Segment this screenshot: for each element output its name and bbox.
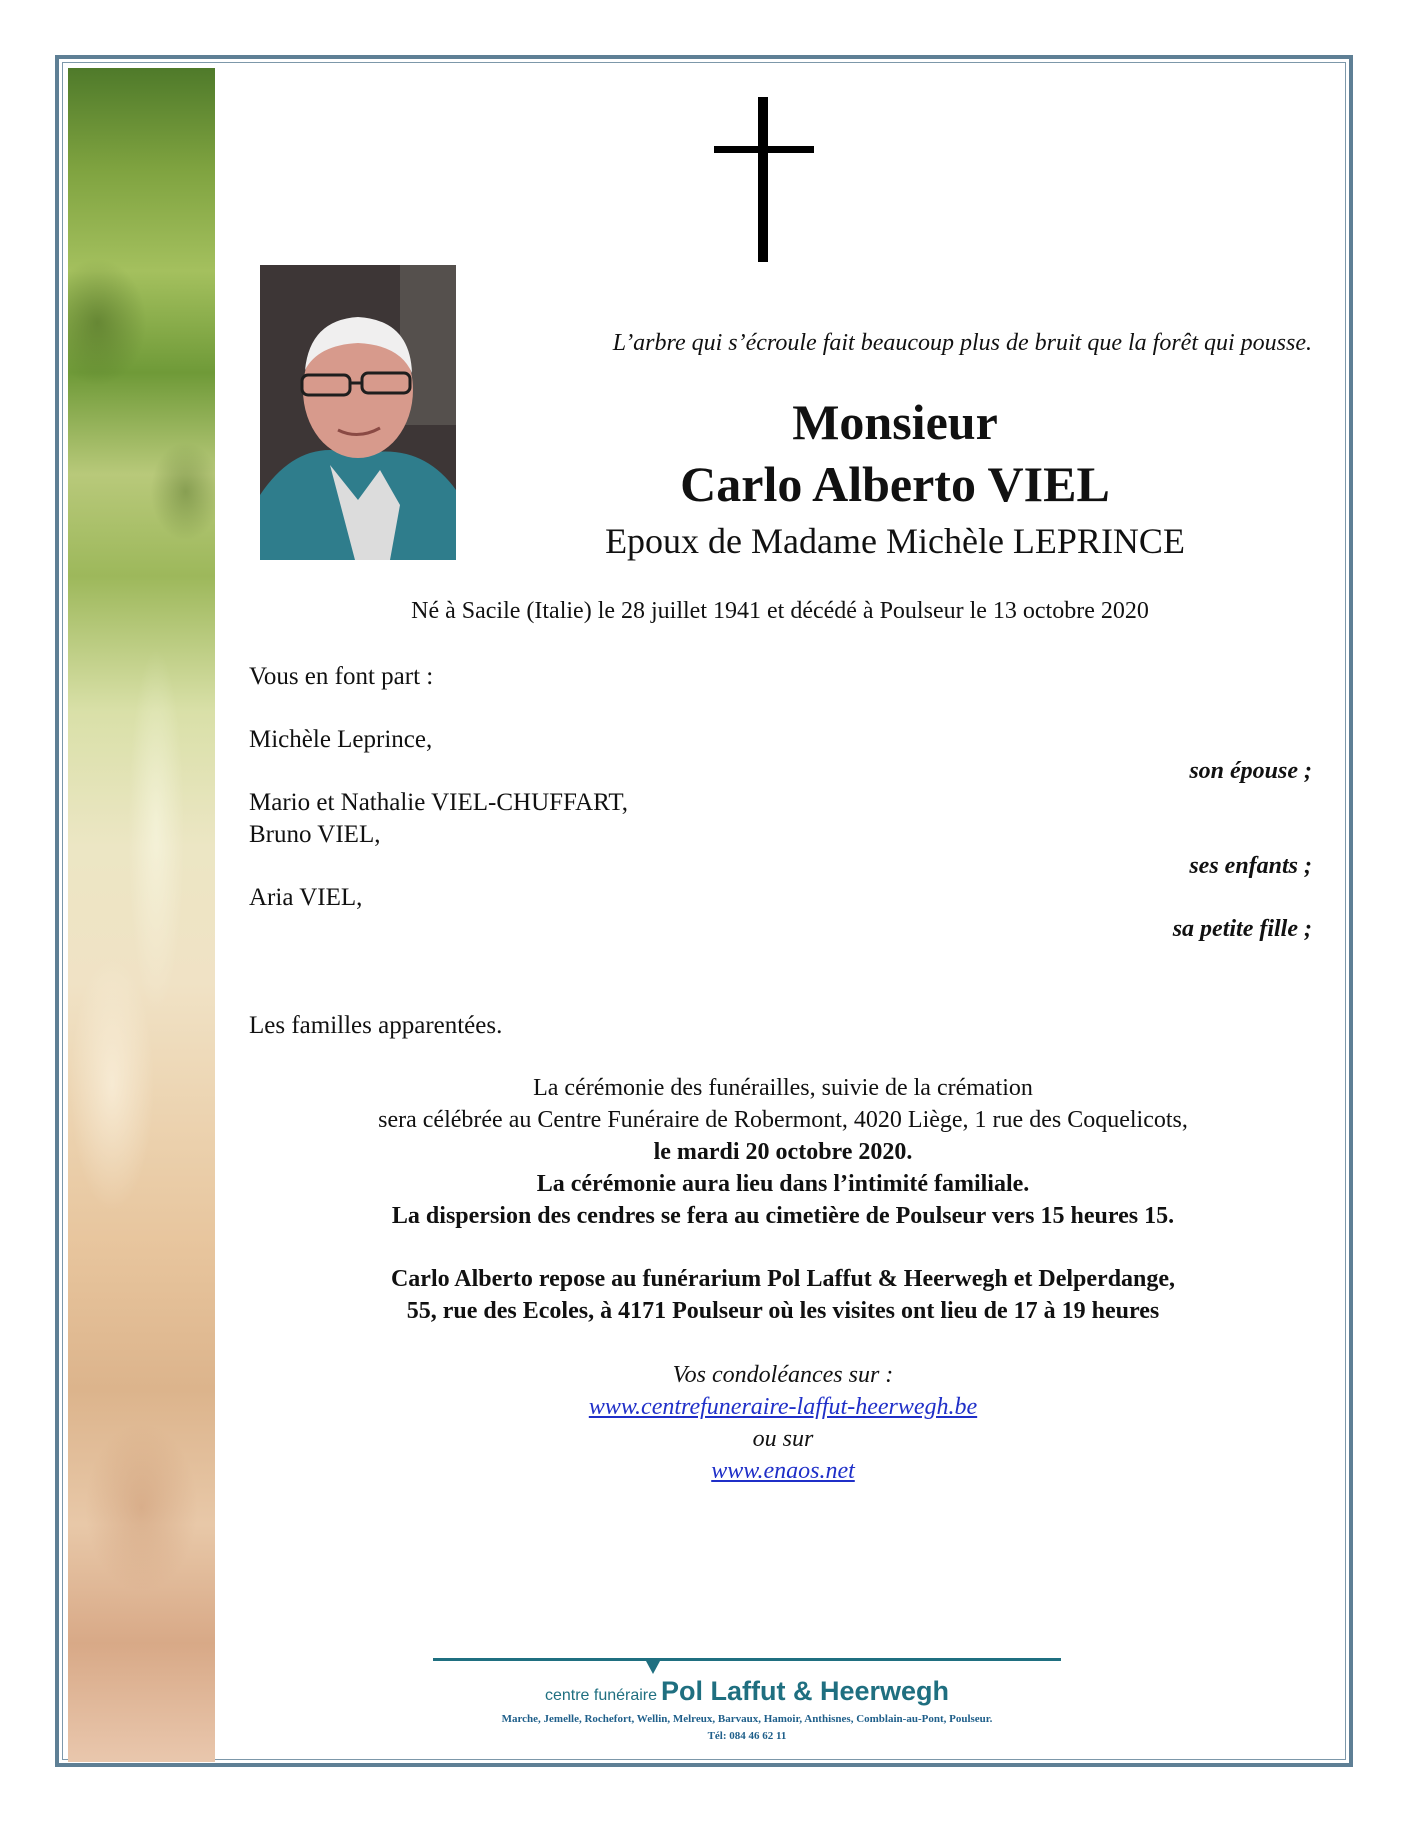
- honorific-title: Monsieur: [792, 394, 998, 450]
- ceremony-private: La cérémonie aura lieu dans l’intimité familiale.: [536, 1171, 1030, 1197]
- ceremony-line: La cérémonie des funérailles, suivie de la crémation: [533, 1075, 1033, 1101]
- child-name: Mario et Nathalie VIEL-CHUFFART,: [249, 789, 628, 816]
- children-role: ses enfants ;: [1189, 853, 1312, 879]
- visitation-line: Carlo Alberto repose au funérarium Pol Laffut & Heerwegh et Delperdange,: [390, 1266, 1176, 1292]
- visitation-address: 55, rue des Ecoles, à 4171 Poulseur où les visites ont lieu de 17 à 19 heures: [406, 1298, 1160, 1324]
- ceremony-location: sera célébrée au Centre Funéraire de Robermont, 4020 Liège, 1 rue des Coquelicots,: [378, 1107, 1188, 1133]
- condolences-intro: Vos condoléances sur :: [672, 1362, 894, 1388]
- footer-towns: Marche, Jemelle, Rochefort, Wellin, Melreux, Barvaux, Hamoir, Anthisnes, Comblain-au-Pont, Poulseur.: [501, 1713, 993, 1725]
- footer-divider: [433, 1658, 1061, 1661]
- ashes-dispersion: La dispersion des cendres se fera au cimetière de Poulseur vers 15 heures 15.: [391, 1203, 1175, 1229]
- quote: L’arbre qui s’écroule fait beaucoup plus de bruit que la forêt qui pousse.: [612, 330, 1312, 356]
- spouse-line: Epoux de Madame Michèle LEPRINCE: [605, 521, 1185, 561]
- funeral-home-logo: [433, 1676, 1061, 1707]
- grandchild-name: Aria VIEL,: [249, 884, 363, 911]
- child-name: Bruno VIEL,: [249, 821, 381, 848]
- condolences-or: ou sur: [752, 1426, 814, 1452]
- announce-line: Vous en font part :: [249, 663, 434, 690]
- cross-icon: [714, 97, 814, 262]
- portrait-photo: [260, 265, 456, 560]
- spouse-role: son épouse ;: [1189, 758, 1312, 784]
- forest-path-side-image: [68, 68, 215, 1762]
- ceremony-date: le mardi 20 octobre 2020.: [653, 1139, 913, 1165]
- birth-death-line: Né à Sacile (Italie) le 28 juillet 1941 et décédé à Poulseur le 13 octobre 2020: [411, 598, 1149, 624]
- condolences-link-laffut[interactable]: www.centrefuneraire-laffut-heerwegh.be: [588, 1394, 978, 1420]
- brand-small-text: centre funéraire: [544, 1687, 658, 1704]
- triangle-down-icon: [646, 1661, 660, 1674]
- brand-name: Pol Laffut & Heerwegh: [661, 1676, 950, 1706]
- grandchild-role: sa petite fille ;: [1172, 916, 1312, 942]
- footer-phone: Tél: 084 46 62 11: [707, 1730, 787, 1742]
- relatives-line: Les familles apparentées.: [249, 1012, 503, 1039]
- deceased-name: Carlo Alberto VIEL: [680, 456, 1110, 512]
- condolences-link-enaos[interactable]: www.enaos.net: [711, 1458, 855, 1484]
- spouse-name: Michèle Leprince,: [249, 726, 433, 753]
